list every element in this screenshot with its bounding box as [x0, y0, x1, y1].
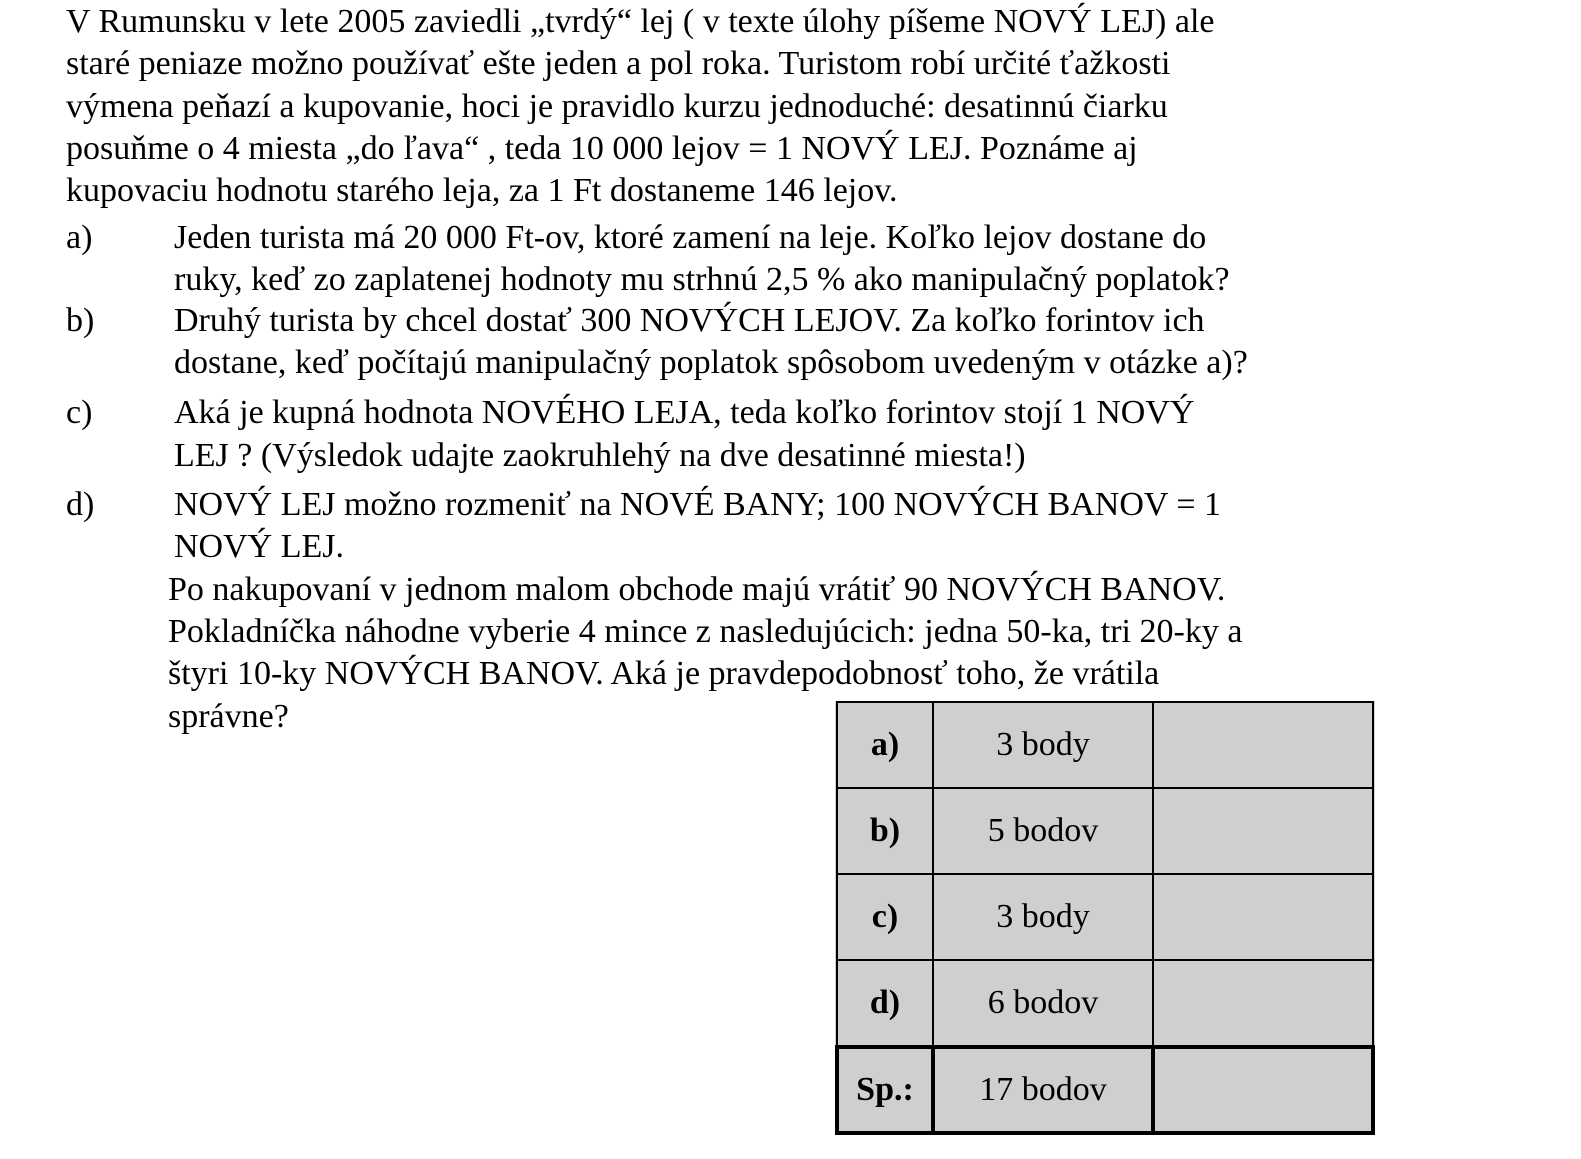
score-total-label: Sp.:: [837, 1047, 933, 1133]
score-total-entry: [1153, 1047, 1373, 1133]
intro-line: posuňme o 4 miesta „do ľava“ , teda 10 000 lejov = 1 NOVÝ LEJ. Poznáme aj: [66, 130, 1138, 167]
question-d-continuation-line: správne?: [168, 698, 289, 735]
score-table: [835, 701, 1375, 1135]
score-points-cell: 5 bodov: [933, 788, 1153, 874]
question-marker: a): [66, 219, 93, 256]
score-total-points: 17 bodov: [933, 1047, 1153, 1133]
table-row: [837, 788, 1373, 874]
score-entry-cell: [1153, 702, 1373, 788]
question-d-continuation-line: štyri 10-ky NOVÝCH BANOV. Aká je pravdepodobnosť toho, že vrátila: [168, 655, 1160, 692]
question-line: ruky, keď zo zaplatenej hodnoty mu strhnú 2,5 % ako manipulačný poplatok?: [174, 261, 1230, 298]
question-line: Jeden turista má 20 000 Ft-ov, ktoré zamení na leje. Koľko lejov dostane do: [174, 219, 1207, 256]
score-part-cell: a): [837, 702, 933, 788]
question-d-continuation-line: Po nakupovaní v jednom malom obchode majú vrátiť 90 NOVÝCH BANOV.: [168, 571, 1226, 608]
table-total-row: [837, 1047, 1373, 1133]
question-line: Aká je kupná hodnota NOVÉHO LEJA, teda koľko forintov stojí 1 NOVÝ: [174, 394, 1195, 431]
table-row: [837, 960, 1373, 1047]
intro-line: výmena peňazí a kupovanie, hoci je pravidlo kurzu jednoduché: desatinnú čiarku: [66, 88, 1168, 125]
question-line: dostane, keď počítajú manipulačný poplatok spôsobom uvedeným v otázke a)?: [174, 344, 1248, 381]
question-marker: b): [66, 302, 95, 339]
score-part-cell: c): [837, 874, 933, 960]
question-line: NOVÝ LEJ.: [174, 528, 344, 565]
question-line: Druhý turista by chcel dostať 300 NOVÝCH LEJOV. Za koľko forintov ich: [174, 302, 1205, 339]
score-points-cell: 3 body: [933, 874, 1153, 960]
score-part-cell: d): [837, 960, 933, 1047]
score-entry-cell: [1153, 874, 1373, 960]
intro-line: V Rumunsku v lete 2005 zaviedli „tvrdý“ lej ( v texte úlohy píšeme NOVÝ LEJ) ale: [66, 3, 1215, 40]
question-line: NOVÝ LEJ možno rozmeniť na NOVÉ BANY; 100 NOVÝCH BANOV = 1: [174, 486, 1222, 523]
table-row: [837, 702, 1373, 788]
score-points-cell: 6 bodov: [933, 960, 1153, 1047]
question-marker: c): [66, 394, 93, 431]
question-marker: d): [66, 486, 95, 523]
intro-line: kupovaciu hodnotu starého leja, za 1 Ft dostaneme 146 lejov.: [66, 172, 898, 209]
table-row: [837, 874, 1373, 960]
question-d-continuation-line: Pokladníčka náhodne vyberie 4 mince z nasledujúcich: jedna 50-ka, tri 20-ky a: [168, 613, 1243, 650]
score-points-cell: 3 body: [933, 702, 1153, 788]
score-entry-cell: [1153, 788, 1373, 874]
score-entry-cell: [1153, 960, 1373, 1047]
question-line: LEJ ? (Výsledok udajte zaokruhlehý na dve desatinné miesta!): [174, 437, 1026, 474]
score-part-cell: b): [837, 788, 933, 874]
intro-line: staré peniaze možno používať ešte jeden a pol roka. Turistom robí určité ťažkosti: [66, 45, 1171, 82]
